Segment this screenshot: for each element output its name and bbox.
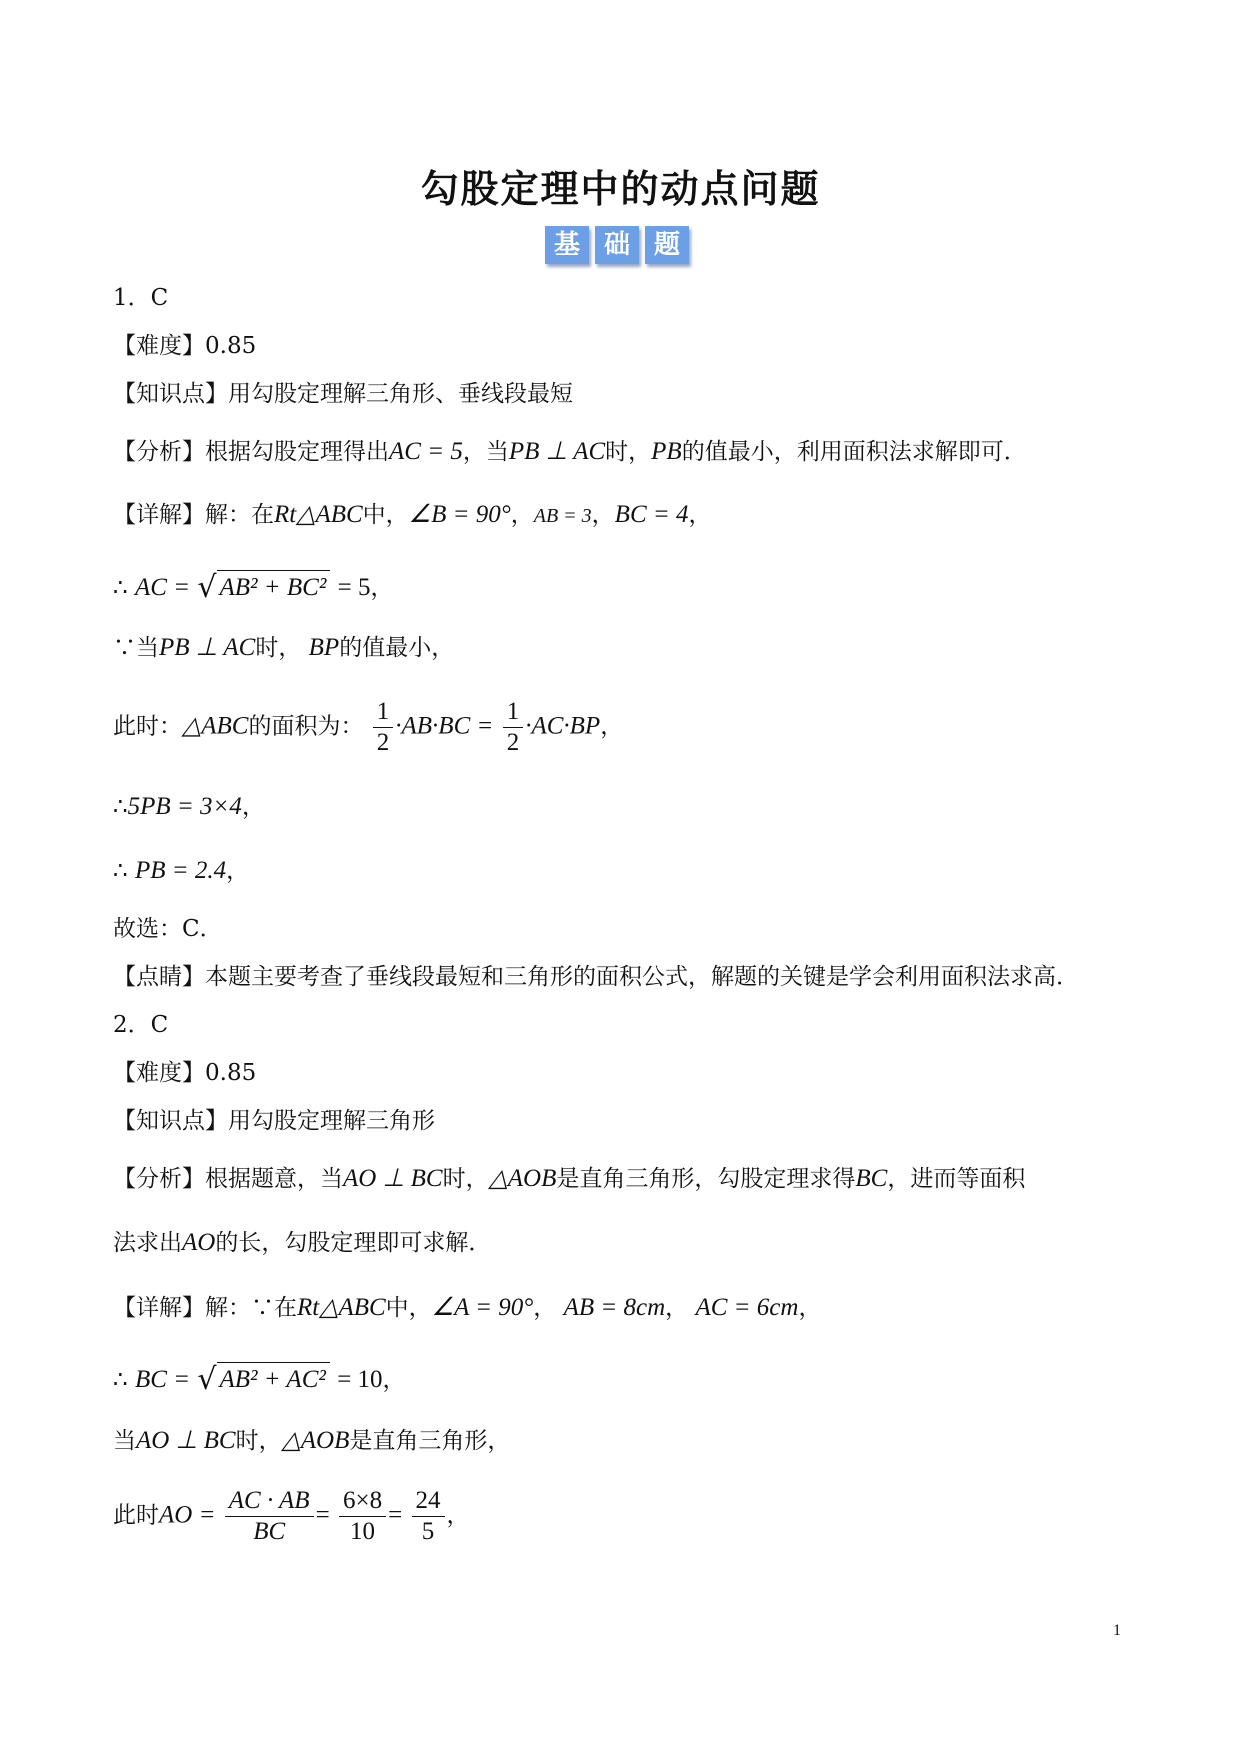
q1-detail: 【详解】解：在Rt△ABC中，∠B = 90°，AB = 3，BC = 4， bbox=[113, 501, 712, 528]
page-number: 1 bbox=[1113, 1622, 1121, 1639]
q2-ao-formula: 此时AO = $\frac{AC \cdot AB}{BC}$ = $\frac{6\times 8}{10}$ = $\frac{24}{5}$ ， bbox=[113, 1487, 470, 1545]
badge-char: 基 bbox=[545, 226, 589, 264]
q1-ac-formula: ∴ AC = √ AB² + BC² = 5， bbox=[113, 570, 394, 605]
q1-area: 此时：△ABC的面积为： $\frac{1}{2}$ ·AB·BC = $\frac{1}{2}$ ·AC·BP， bbox=[113, 698, 624, 756]
q1-knowledge: 【知识点】用勾股定理解三角形、垂线段最短 bbox=[113, 381, 573, 407]
q2-bc-formula: ∴ BC = √ AB² + AC² = 10， bbox=[113, 1362, 406, 1397]
q1-step: ∴5PB = 3×4， bbox=[113, 793, 265, 820]
q2-analysis: 【分析】根据题意，当AO ⊥ BC时，△AOB是直角三角形，勾股定理求得BC，进而等面积 bbox=[113, 1165, 1026, 1192]
q1-condition: ∵当PB ⊥ AC时， BP的值最小， bbox=[113, 634, 455, 661]
section-badge bbox=[545, 226, 689, 264]
q1-analysis: 【分析】根据勾股定理得出AC = 5，当PB ⊥ AC时，PB的值最小，利用面积法求解即可． bbox=[113, 438, 1027, 465]
q1-answer: 1．C bbox=[113, 285, 169, 311]
q2-answer: 2．C bbox=[113, 1012, 169, 1038]
q2-knowledge: 【知识点】用勾股定理解三角形 bbox=[113, 1108, 435, 1134]
q2-analysis-cont: 法求出AO的长，勾股定理即可求解． bbox=[113, 1229, 492, 1256]
q1-difficulty: 【难度】0.85 bbox=[113, 333, 257, 359]
q2-difficulty: 【难度】0.85 bbox=[113, 1060, 257, 1086]
q2-detail: 【详解】解：∵在Rt△ABC中，∠A = 90°， AB = 8cm， AC = 6cm， bbox=[113, 1294, 822, 1321]
badge-char: 础 bbox=[595, 226, 639, 264]
page-title: 勾股定理中的动点问题 bbox=[420, 167, 821, 211]
q1-comment: 【点睛】本题主要考查了垂线段最短和三角形的面积公式，解题的关键是学会利用面积法求高． bbox=[113, 964, 1079, 990]
q2-when: 当AO ⊥ BC时，△AOB是直角三角形， bbox=[113, 1427, 511, 1454]
q1-result: ∴ PB = 2.4， bbox=[113, 857, 250, 884]
badge-char: 题 bbox=[645, 226, 689, 264]
q1-choice: 故选：C． bbox=[113, 916, 223, 942]
